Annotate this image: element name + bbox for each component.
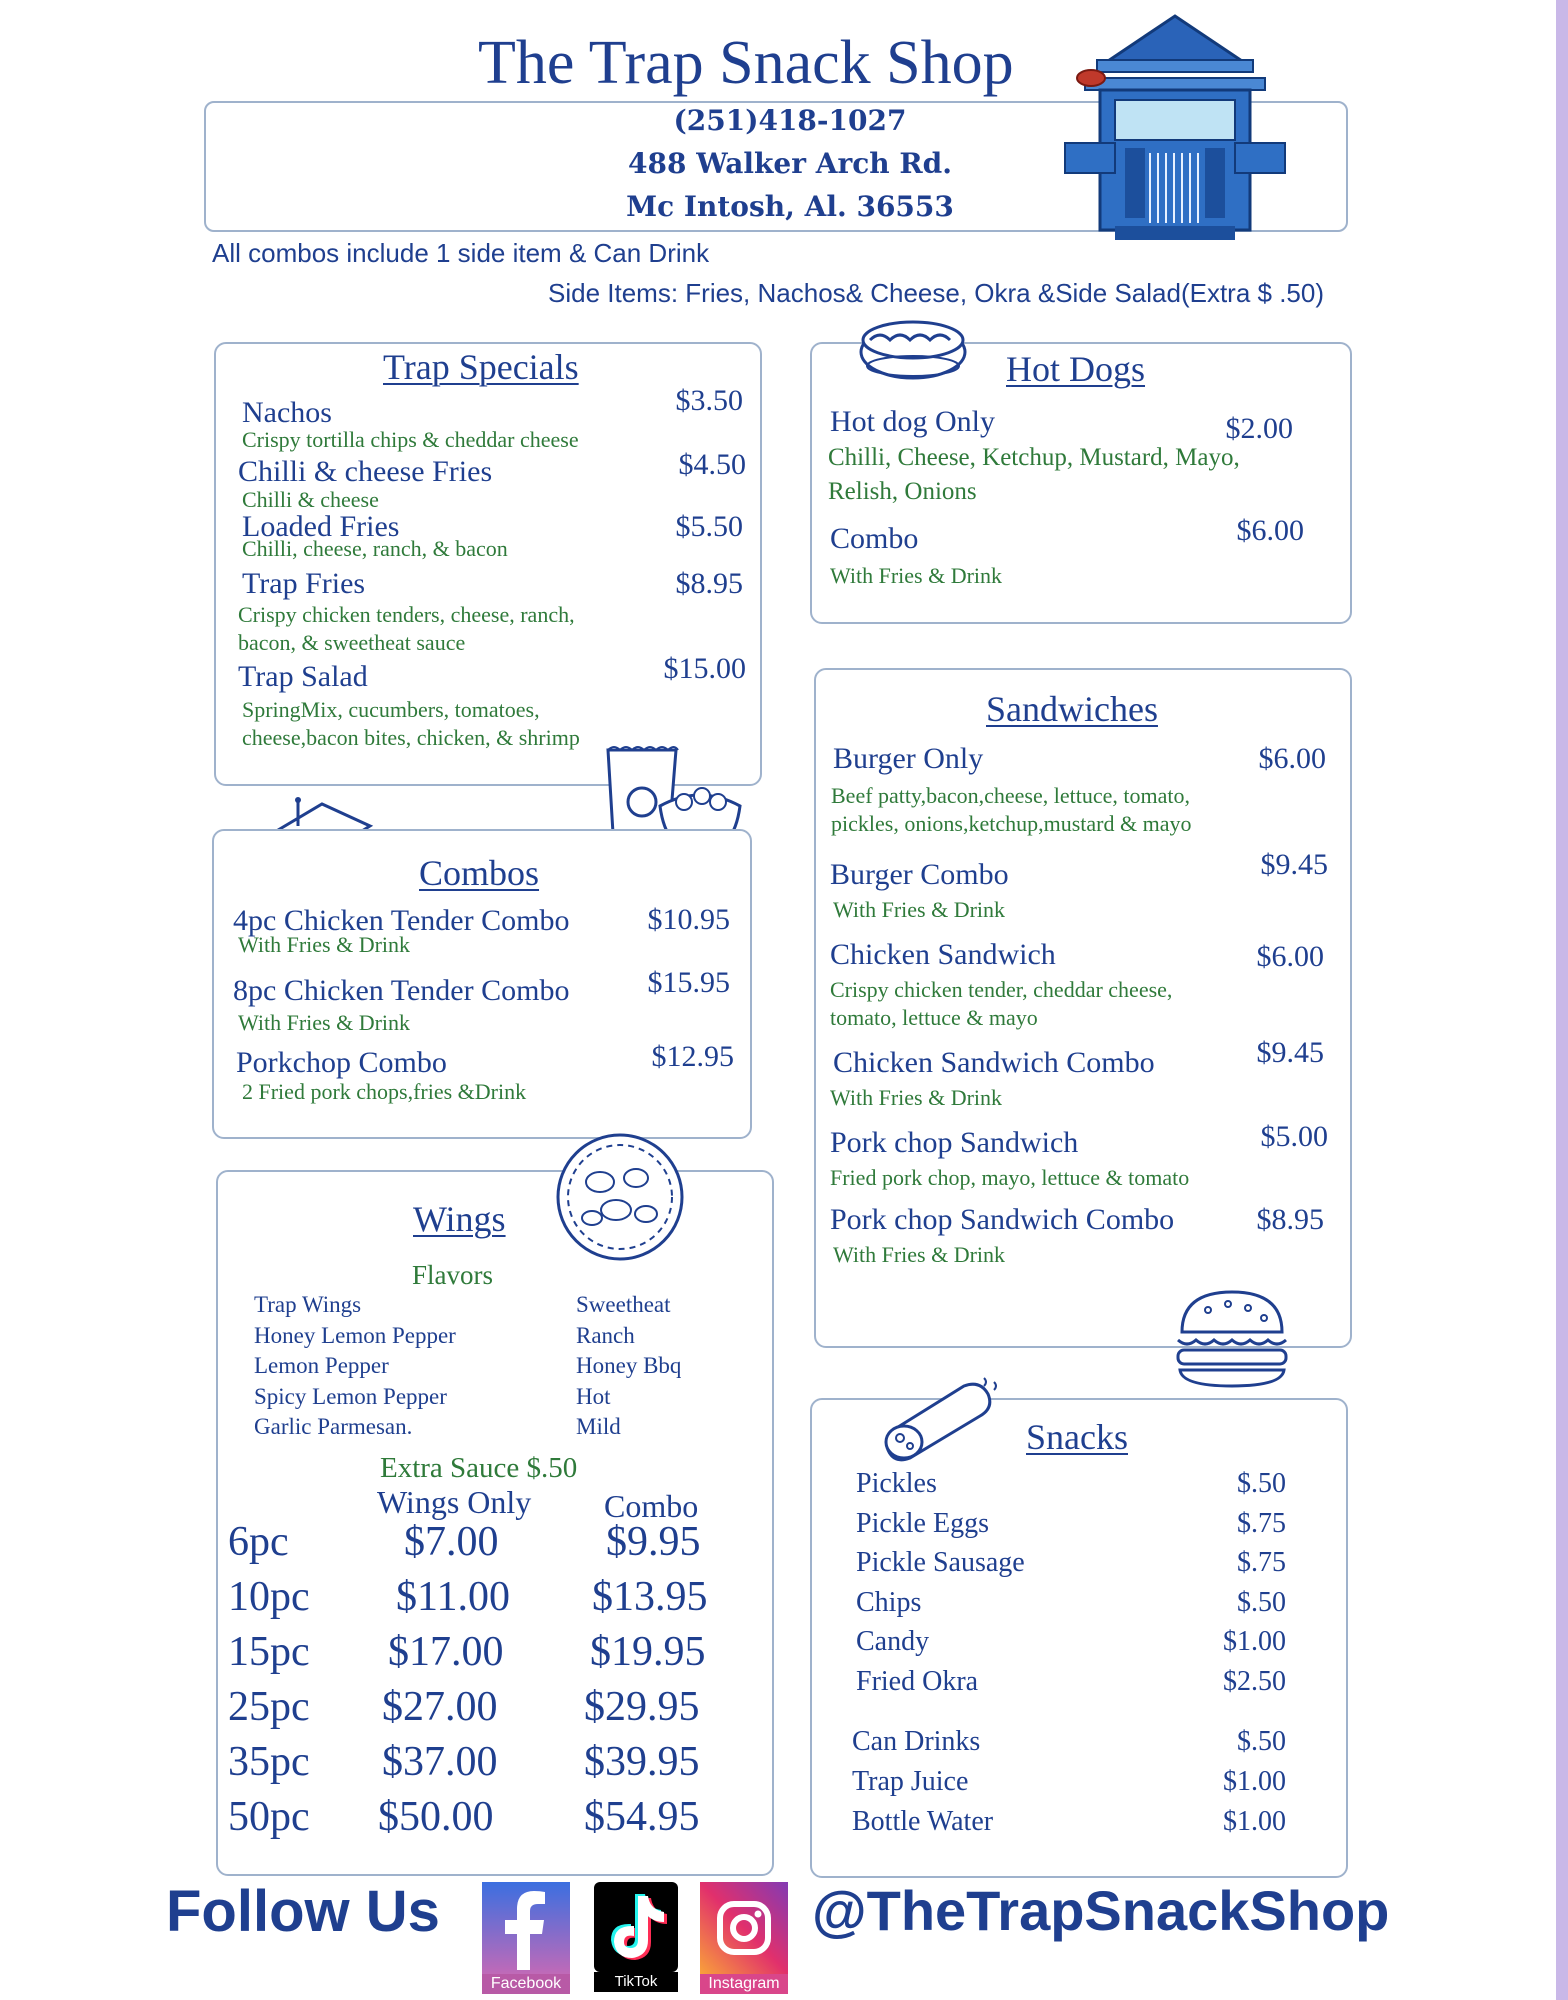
- wing-size: 6pc: [228, 1519, 289, 1565]
- sandwich-desc: Fried pork chop, mayo, lettuce & tomato: [830, 1165, 1190, 1190]
- special-name: Trap Salad: [238, 660, 368, 693]
- flavor-item: Ranch: [576, 1322, 635, 1348]
- combo-desc: With Fries & Drink: [238, 1010, 411, 1035]
- page-edge: [1556, 0, 1568, 2000]
- facebook-link[interactable]: [482, 1882, 570, 1994]
- wing-only-price: $17.00: [388, 1629, 504, 1675]
- special-price: $15.00: [663, 652, 746, 685]
- drink-price: $.50: [1237, 1726, 1286, 1757]
- sandwich-name: Pork chop Sandwich Combo: [830, 1203, 1175, 1236]
- sandwich-price: $8.95: [1256, 1203, 1324, 1236]
- flavor-item: Spicy Lemon Pepper: [254, 1383, 447, 1409]
- snack-name: Pickle Eggs: [856, 1507, 989, 1539]
- snack-shack-icon: [1055, 8, 1295, 253]
- special-name: Chilli & cheese Fries: [238, 455, 493, 488]
- wing-combo-price: $9.95: [606, 1519, 701, 1565]
- combo-name: 4pc Chicken Tender Combo: [233, 904, 570, 937]
- special-desc: SpringMix, cucumbers, tomatoes, cheese,bacon bites, chicken, & shrimp: [242, 697, 580, 750]
- burger-icon: [1168, 1286, 1296, 1390]
- list-item: [856, 1587, 1296, 1627]
- special-price: $3.50: [675, 384, 743, 417]
- facebook-icon: [482, 1882, 570, 1974]
- snack-price: $.50: [1237, 1468, 1286, 1499]
- flavors-right-list: [576, 1290, 681, 1443]
- drink-name: Bottle Water: [852, 1806, 994, 1837]
- list-item: [852, 1726, 1296, 1766]
- wing-only-price: $27.00: [382, 1684, 498, 1730]
- shop-title: The Trap Snack Shop: [478, 29, 1014, 97]
- table-row: [228, 1518, 728, 1573]
- wings-table: [228, 1518, 728, 1848]
- sandwich-price: $9.45: [1260, 848, 1328, 881]
- list-item: [856, 1666, 1296, 1706]
- flavor-item: Lemon Pepper: [254, 1353, 389, 1378]
- tiktok-icon: [594, 1882, 678, 1972]
- table-row: [228, 1683, 728, 1738]
- facebook-label: Facebook: [482, 1974, 570, 1994]
- wing-combo-price: $54.95: [584, 1794, 700, 1840]
- sandwich-name: Chicken Sandwich Combo: [833, 1046, 1155, 1079]
- special-name: Trap Fries: [242, 567, 366, 600]
- hot-dogs-title: Hot Dogs: [1006, 349, 1146, 389]
- special-price: $8.95: [675, 567, 743, 600]
- drink-price: $1.00: [1223, 1806, 1286, 1837]
- list-item: [852, 1806, 1296, 1846]
- table-row: [228, 1628, 728, 1683]
- instagram-icon: [700, 1882, 788, 1974]
- flavor-item: Honey Lemon Pepper: [254, 1322, 456, 1348]
- wing-size: 15pc: [228, 1629, 310, 1675]
- hotdog-name: Hot dog Only: [830, 405, 995, 438]
- special-desc: Chilli & cheese: [242, 487, 379, 512]
- wing-only-price: $50.00: [378, 1794, 494, 1840]
- special-price: $4.50: [678, 448, 746, 481]
- sandwich-desc: With Fries & Drink: [830, 1085, 1003, 1110]
- wings-only-header: Wings Only: [377, 1484, 532, 1520]
- instagram-link[interactable]: [700, 1882, 788, 1994]
- list-item: [856, 1468, 1296, 1508]
- snack-price: $.75: [1237, 1507, 1286, 1539]
- hotdog-desc: Chilli, Cheese, Ketchup, Mustard, Mayo, Relish, Onions: [828, 444, 1240, 505]
- combo-header: Combo: [604, 1488, 699, 1524]
- combos-note: All combos include 1 side item & Can Drink: [212, 238, 710, 268]
- wing-only-price: $37.00: [382, 1739, 498, 1785]
- social-handle[interactable]: @TheTrapSnackShop: [812, 1879, 1390, 1942]
- drink-price: $1.00: [1223, 1766, 1286, 1797]
- wing-combo-price: $13.95: [592, 1574, 708, 1620]
- address-line-2: Mc Intosh, Al. 36553: [626, 190, 954, 223]
- list-item: [856, 1547, 1296, 1587]
- sandwich-price: $6.00: [1256, 940, 1324, 973]
- sandwiches-title: Sandwiches: [986, 689, 1158, 729]
- table-row: [228, 1738, 728, 1793]
- combo-price: $12.95: [651, 1040, 734, 1073]
- combo-desc: With Fries & Drink: [238, 932, 411, 957]
- snack-name: Pickle Sausage: [856, 1547, 1025, 1578]
- hotdog-icon: [856, 302, 970, 388]
- flavors-left-list: [254, 1290, 456, 1443]
- wing-size: 25pc: [228, 1684, 310, 1730]
- instagram-label: Instagram: [700, 1974, 788, 1994]
- follow-us-label: Follow Us: [166, 1879, 440, 1944]
- flavor-item: Garlic Parmesan.: [254, 1414, 413, 1439]
- special-desc: Crispy chicken tenders, cheese, ranch, bacon, & sweetheat sauce: [238, 602, 575, 655]
- snacks-list: [856, 1468, 1296, 1705]
- combo-price: $10.95: [647, 903, 730, 936]
- sandwich-name: Pork chop Sandwich: [830, 1126, 1079, 1159]
- drink-name: Trap Juice: [852, 1766, 969, 1797]
- snack-name: Candy: [856, 1626, 930, 1657]
- special-name: Nachos: [242, 396, 332, 429]
- wing-only-price: $7.00: [404, 1519, 499, 1565]
- wing-size: 10pc: [228, 1574, 310, 1620]
- snack-name: Pickles: [856, 1468, 937, 1499]
- wing-combo-price: $39.95: [584, 1739, 700, 1785]
- phone-number: (251)418-1027: [673, 104, 907, 137]
- snack-name: Chips: [856, 1586, 922, 1618]
- special-desc: Crispy tortilla chips & cheddar cheese: [242, 427, 579, 452]
- wings-plate-icon: [554, 1130, 686, 1264]
- drink-name: Can Drinks: [852, 1726, 981, 1757]
- wing-size: 50pc: [228, 1794, 310, 1840]
- tiktok-label: TikTok: [594, 1972, 678, 1992]
- special-desc: Chilli, cheese, ranch, & bacon: [242, 536, 508, 561]
- flavors-label: Flavors: [412, 1260, 493, 1290]
- sandwich-price: $9.45: [1256, 1036, 1324, 1069]
- flavor-item: Mild: [576, 1414, 621, 1439]
- trap-specials-title: Trap Specials: [383, 347, 579, 387]
- sandwich-name: Burger Only: [833, 742, 984, 775]
- sandwich-price: $6.00: [1258, 742, 1326, 775]
- sandwich-desc: With Fries & Drink: [833, 897, 1006, 922]
- wing-combo-price: $29.95: [584, 1684, 700, 1730]
- sandwich-price: $5.00: [1260, 1120, 1328, 1153]
- list-item: [856, 1626, 1296, 1666]
- combo-desc: 2 Fried pork chops,fries &Drink: [242, 1079, 527, 1104]
- special-price: $5.50: [675, 510, 743, 543]
- snacks-title: Snacks: [1026, 1417, 1128, 1457]
- list-item: [852, 1766, 1296, 1806]
- wing-size: 35pc: [228, 1739, 310, 1785]
- flavor-item: Trap Wings: [254, 1292, 362, 1317]
- snack-price: $2.50: [1223, 1665, 1286, 1697]
- sandwich-name: Chicken Sandwich: [830, 938, 1056, 971]
- snack-name: Fried Okra: [856, 1665, 979, 1697]
- hotdog-price: $6.00: [1236, 514, 1304, 547]
- side-items-note: Side Items: Fries, Nachos& Cheese, Okra &Side Salad(Extra $ .50): [548, 278, 1325, 308]
- flavor-item: Hot: [576, 1383, 611, 1409]
- extra-sauce-note: Extra Sauce $.50: [380, 1452, 578, 1484]
- snack-price: $1.00: [1223, 1626, 1286, 1657]
- snack-price: $.50: [1237, 1586, 1286, 1618]
- combo-name: 8pc Chicken Tender Combo: [233, 974, 570, 1007]
- combos-title: Combos: [419, 853, 540, 893]
- table-row: [228, 1793, 728, 1848]
- snack-price: $.75: [1237, 1547, 1286, 1578]
- special-name: Loaded Fries: [242, 510, 400, 543]
- flavor-item: Honey Bbq: [576, 1353, 682, 1378]
- sandwich-desc: Beef patty,bacon,cheese, lettuce, tomato, pickles, onions,ketchup,mustard & mayo: [831, 783, 1192, 836]
- wings-title: Wings: [413, 1199, 506, 1239]
- hotdog-name: Combo: [830, 522, 919, 555]
- table-row: [228, 1573, 728, 1628]
- wing-only-price: $11.00: [396, 1574, 510, 1620]
- sandwich-desc: Crispy chicken tender, cheddar cheese, tomato, lettuce & mayo: [830, 977, 1173, 1030]
- tiktok-link[interactable]: [594, 1882, 678, 1992]
- hotdog-desc: With Fries & Drink: [830, 563, 1003, 588]
- wing-combo-price: $19.95: [590, 1629, 706, 1675]
- combo-price: $15.95: [647, 966, 730, 999]
- burrito-icon: [880, 1372, 1006, 1464]
- flavor-item: Sweetheat: [576, 1292, 671, 1317]
- sandwich-desc: With Fries & Drink: [833, 1242, 1006, 1267]
- drinks-list: [852, 1726, 1296, 1846]
- list-item: [856, 1508, 1296, 1548]
- address-line-1: 488 Walker Arch Rd.: [628, 147, 952, 180]
- sandwich-name: Burger Combo: [830, 858, 1009, 891]
- hotdog-price: $2.00: [1225, 412, 1293, 445]
- combo-name: Porkchop Combo: [236, 1046, 447, 1079]
